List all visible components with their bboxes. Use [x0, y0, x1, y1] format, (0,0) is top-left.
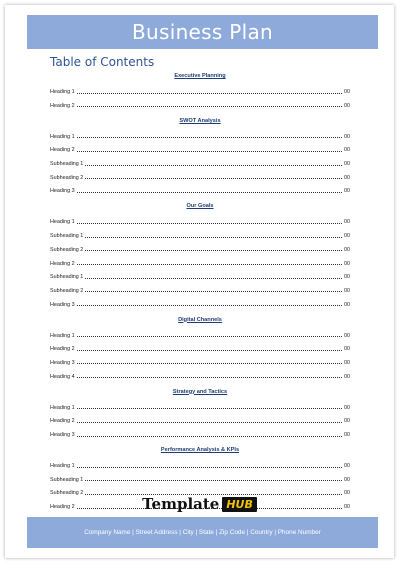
toc-entry-label: Heading 1	[50, 219, 75, 226]
toc-entry[interactable]	[50, 431, 350, 438]
dot-leader	[77, 93, 342, 94]
toc-entry-label: Heading 3	[50, 301, 75, 308]
toc-entry-page-number: 00	[344, 274, 350, 281]
toc-entry-label: Heading 1	[50, 89, 75, 95]
toc-section-title[interactable]: Strategy and Tactics	[172, 388, 228, 395]
document-page	[5, 5, 394, 558]
toc-entry-page-number: 00	[344, 490, 350, 497]
toc-entry-page-number: 00	[344, 161, 350, 168]
title-banner	[27, 15, 378, 49]
logo-badge: HUB	[222, 497, 257, 512]
dot-leader	[77, 363, 342, 364]
toc-entry[interactable]	[50, 462, 350, 469]
dot-leader	[77, 264, 342, 265]
footer-banner	[27, 517, 378, 548]
dot-leader	[77, 467, 342, 468]
toc-entry-page-number: 00	[344, 233, 350, 240]
toc-entry-label: Subheading 1	[50, 274, 84, 281]
toc-entry-page-number: 00	[344, 246, 350, 253]
toc-entry-page-number: 00	[344, 373, 350, 380]
toc-entry-label: Heading 3	[50, 359, 75, 366]
toc-entry[interactable]	[50, 187, 350, 194]
table-of-contents	[50, 71, 350, 517]
toc-entry-page-number: 00	[344, 404, 350, 411]
toc-entry-label: Heading 1	[50, 463, 75, 469]
dot-leader	[77, 350, 342, 351]
toc-entry-page-number: 00	[344, 332, 350, 339]
dot-leader	[77, 223, 342, 224]
dot-leader	[85, 178, 342, 179]
toc-entry-page-number: 00	[344, 287, 350, 294]
toc-entry-label: Subheading 2	[50, 287, 84, 294]
toc-entry-label: Subheading 2	[50, 246, 84, 253]
toc-entry[interactable]	[50, 273, 350, 280]
toc-section-title[interactable]: Performance Analysis & KPIs	[160, 447, 240, 453]
toc-entry[interactable]	[50, 404, 350, 411]
toc-section-title[interactable]: SWOT Analysis	[179, 117, 221, 124]
toc-entry-page-number: 00	[344, 188, 350, 195]
toc-entry-label: Subheading 1	[50, 233, 84, 240]
toc-entry-label: Subheading 2	[50, 490, 84, 497]
toc-entry-page-number: 00	[344, 463, 350, 469]
toc-entry[interactable]	[50, 287, 350, 294]
toc-entry[interactable]	[50, 232, 350, 239]
toc-entry[interactable]	[50, 260, 350, 267]
toc-entry[interactable]	[50, 476, 350, 483]
toc-entry[interactable]	[50, 88, 350, 95]
dot-leader	[85, 480, 342, 481]
dot-leader	[77, 305, 342, 306]
toc-entry-label: Subheading 2	[50, 174, 84, 181]
toc-section-title[interactable]: Our Goals	[186, 203, 214, 210]
footer-contact-text: Company Name | Street Address | City | State | Zip Code | Country | Phone Number	[84, 529, 321, 536]
toc-entry-label: Heading 2	[50, 418, 75, 425]
toc-entry-page-number: 00	[344, 147, 350, 154]
toc-entry-page-number: 00	[344, 359, 350, 366]
toc-section	[50, 71, 350, 109]
toc-entry[interactable]	[50, 174, 350, 181]
toc-entry[interactable]	[50, 373, 350, 380]
toc-entry-label: Heading 2	[50, 147, 75, 154]
template-hub-logo	[5, 495, 394, 513]
toc-entry-page-number: 00	[344, 260, 350, 267]
toc-section	[50, 315, 350, 380]
dot-leader	[77, 377, 342, 378]
toc-entry[interactable]	[50, 102, 350, 109]
logo-word: Template	[142, 495, 220, 513]
toc-entry-page-number: 00	[344, 219, 350, 226]
toc-entry[interactable]	[50, 160, 350, 167]
dot-leader	[85, 291, 342, 292]
toc-entry-label: Heading 3	[50, 188, 75, 195]
toc-entry[interactable]	[50, 417, 350, 424]
toc-section-title[interactable]: Digital Channels	[178, 316, 222, 323]
toc-section	[50, 201, 350, 307]
toc-entry-label: Heading 4	[50, 373, 75, 380]
toc-heading: Table of Contents	[50, 55, 155, 69]
dot-leader	[77, 436, 342, 437]
toc-entry-page-number: 00	[344, 418, 350, 425]
toc-entry[interactable]	[50, 218, 350, 225]
toc-section-title[interactable]: Executive Planning	[174, 73, 226, 79]
toc-entry[interactable]	[50, 359, 350, 366]
dot-leader	[85, 278, 342, 279]
dot-leader	[77, 106, 342, 107]
toc-entry[interactable]	[50, 246, 350, 253]
toc-entry-label: Heading 2	[50, 504, 75, 511]
toc-section	[50, 116, 350, 195]
toc-entry[interactable]	[50, 301, 350, 308]
toc-entry-page-number: 00	[344, 174, 350, 181]
dot-leader	[85, 165, 342, 166]
toc-entry-label: Subheading 1	[50, 476, 84, 483]
toc-entry-label: Heading 2	[50, 346, 75, 353]
dot-leader	[77, 336, 342, 337]
toc-entry-page-number: 00	[344, 89, 350, 95]
toc-entry-label: Heading 1	[50, 332, 75, 339]
toc-entry-page-number: 00	[344, 504, 350, 511]
toc-entry-page-number: 00	[344, 133, 350, 140]
dot-leader	[85, 237, 342, 238]
dot-leader	[77, 137, 342, 138]
dot-leader	[77, 408, 342, 409]
toc-entry-label: Heading 1	[50, 404, 75, 411]
toc-entry-page-number: 00	[344, 476, 350, 483]
toc-entry-label: Heading 2	[50, 260, 75, 267]
toc-entry[interactable]	[50, 345, 350, 352]
toc-entry[interactable]	[50, 146, 350, 153]
toc-section	[50, 387, 350, 438]
toc-entry-page-number: 00	[344, 102, 350, 109]
toc-entry-page-number: 00	[344, 301, 350, 308]
toc-entry-label: Heading 2	[50, 102, 75, 109]
toc-entry-label: Heading 3	[50, 432, 75, 438]
dot-leader	[77, 192, 342, 193]
toc-entry-page-number: 00	[344, 432, 350, 438]
dot-leader	[77, 151, 342, 152]
toc-entry[interactable]	[50, 332, 350, 339]
toc-entry-label: Subheading 1	[50, 161, 84, 168]
document-title: Business Plan	[132, 20, 273, 44]
dot-leader	[77, 422, 342, 423]
dot-leader	[85, 250, 342, 251]
toc-entry-label: Heading 1	[50, 133, 75, 140]
toc-entry-page-number: 00	[344, 346, 350, 353]
toc-entry[interactable]	[50, 133, 350, 140]
